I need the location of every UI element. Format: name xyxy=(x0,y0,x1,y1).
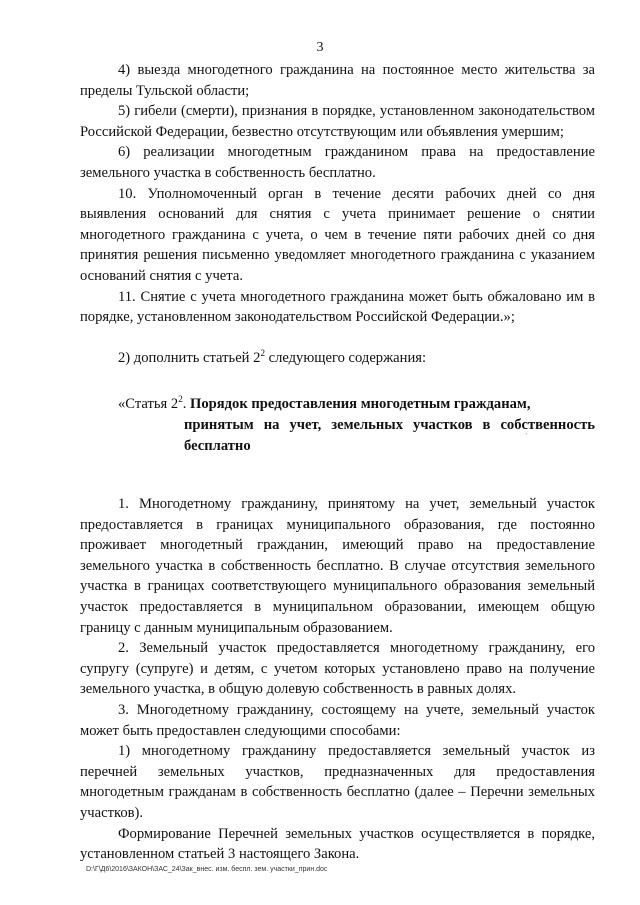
paragraph: 2. Земельный участок предоставляется многодетному гражданину, его супругу (супруге) и детям, с учетом которых установлено право на получение земельного участка, в общую долевую собственность в равных долях. xyxy=(80,640,595,698)
article-title-rest: принятым на учет, земельных участков в собственность бесплатно xyxy=(184,416,595,454)
article-title-first: Порядок предоставления многодетным гражданам, xyxy=(189,396,531,413)
paragraph: 5) гибели (смерти), признания в порядке, установленном законодательством Российской Федерации, безвестно отсутствующим или объявления умершим; xyxy=(80,103,595,140)
amendment-suffix: следующего содержания: xyxy=(264,349,427,366)
amendment-sup: 2 xyxy=(260,347,265,358)
file-path-footer: D:\Г\Д6\2016\ЗАКОН\ЗАС_24\Зак_внес. изм. беспл. зем. участки_прин.doc xyxy=(86,866,328,873)
paragraph: 4) выезда многодетного гражданина на постоянное место жительства за пределы Тульской области; xyxy=(80,62,595,99)
paragraph: 3. Многодетному гражданину, состоящему на учете, земельный участок может быть предоставлен следующими способами: xyxy=(80,702,595,739)
paragraph: 1) многодетному гражданину предоставляется земельный участок из перечней земельных участков, предназначенных для предоставления многодетным гражданам в собственность бесплатно (далее – Перечни земельных участков). xyxy=(80,743,595,821)
document-body xyxy=(80,60,595,865)
article-dot: . xyxy=(182,396,190,413)
page-number: 3 xyxy=(316,40,324,55)
article-sup: 2 xyxy=(178,394,183,405)
paragraph: 1. Многодетному гражданину, принятому на учет, земельный участок предоставляется в границах муниципального образования, где постоянно проживает многодетный гражданин, имеющий право на предоставление земельного участка в собственность бесплатно. В случае отсутствия земельного участка в границах соответствующего муниципального образования земельный участок предоставляется в муниципальном образовании, имеющем общую границу с данным муниципальным образованием. xyxy=(80,496,595,636)
scan-mark: ` xyxy=(525,432,528,441)
article-heading xyxy=(80,394,595,456)
paragraph: Формирование Перечней земельных участков осуществляется в порядке, установленном статьей 3 настоящего Закона. xyxy=(80,825,595,863)
paragraph: 6) реализации многодетным гражданином права на предоставление земельного участка в собственность бесплатно. xyxy=(80,144,595,181)
article-label: «Статья 2 xyxy=(118,396,179,413)
paragraph: 10. Уполномоченный орган в течение десяти рабочих дней со дня выявления оснований для снятия с учета принимает решение о снятии многодетного гражданина с учета, о чем в течение пяти рабочих дней со дня принятия решения письменно уведомляет многодетного гражданина с указанием оснований снятия с учета. xyxy=(80,185,595,284)
amendment-line xyxy=(80,348,595,369)
amendment-prefix: 2) дополнить статьей 2 xyxy=(118,349,261,366)
paragraph: 11. Снятие с учета многодетного гражданина может быть обжаловано им в порядке, установленном законодательством Российской Федерации.»; xyxy=(80,288,595,326)
